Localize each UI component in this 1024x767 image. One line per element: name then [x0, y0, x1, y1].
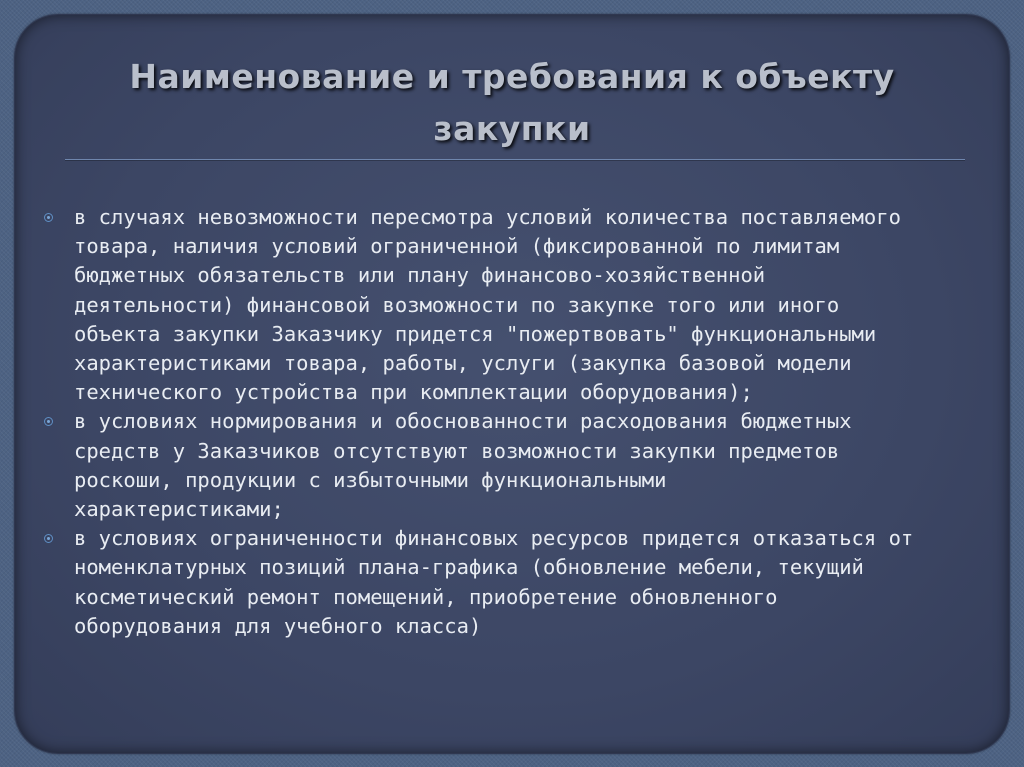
bullet-line: косметический ремонт помещений, приобретение обновленного: [74, 584, 778, 609]
bullet-line: в случаях невозможности пересмотра условий количества поставляемого: [74, 205, 901, 229]
bullet-list: [41, 203, 1001, 641]
bullet-line: в условиях ограниченности финансовых ресурсов придется отказаться от: [74, 526, 914, 551]
bullet-line: характеристиками товара, работы, услуги (закупка базовой модели: [74, 351, 852, 376]
bullet-line: роскоши, продукции с избыточными функциональными: [74, 467, 667, 492]
bullet-line: средств у Заказчиков отсутствуют возможности закупки предметов: [74, 438, 840, 463]
bullet-line: объекта закупки Заказчику придется "пожертвовать" функциональными: [74, 321, 877, 346]
bullet-line: деятельности) финансовой возможности по закупке того или иного: [74, 292, 840, 317]
bullet-item: [41, 524, 1001, 641]
bullet-item: [41, 203, 1001, 407]
slide-panel: [14, 14, 1010, 754]
circle-bullet-icon: [44, 417, 53, 426]
bullet-line: оборудования для учебного класса): [74, 613, 482, 638]
bullet-line: технического устройства при комплектации оборудования);: [74, 380, 753, 405]
slide-title: Наименование и требования к объекту закупки: [129, 57, 895, 148]
circle-bullet-icon: [44, 534, 53, 543]
bullet-line: характеристиками;: [74, 497, 284, 522]
bullet-line: номенклатурных позиций плана-графика (обновление мебели, текущий: [74, 555, 864, 580]
bullet-line: в условиях нормирования и обоснованности расходования бюджетных: [74, 409, 852, 434]
title-divider: [65, 159, 965, 160]
bullet-item: [41, 407, 1001, 524]
circle-bullet-icon: [44, 213, 53, 222]
bullet-line: бюджетных обязательств или плану финансово-хозяйственной: [74, 263, 766, 288]
bullet-line: товара, наличия условий ограниченной (фиксированной по лимитам: [74, 234, 840, 259]
